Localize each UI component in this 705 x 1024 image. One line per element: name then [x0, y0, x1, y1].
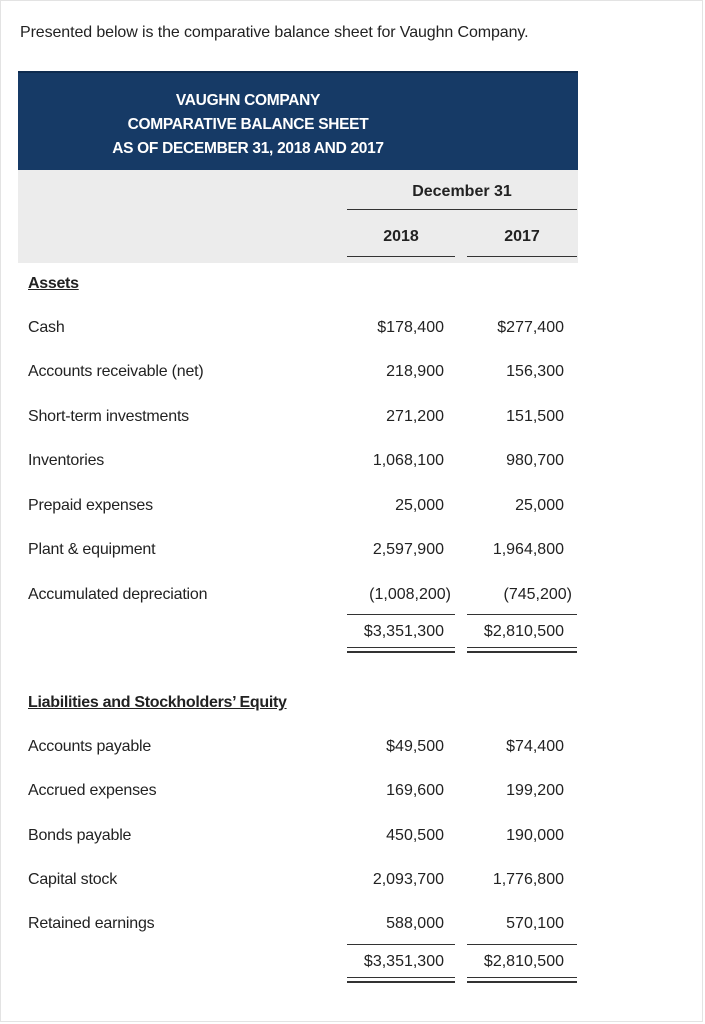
- row-label: Capital stock: [28, 871, 117, 888]
- liabilities-heading: Liabilities and Stockholders’ Equity: [28, 694, 287, 711]
- sheet-date: AS OF DECEMBER 31, 2018 AND 2017: [112, 140, 384, 157]
- year-2017-header: 2017: [467, 228, 577, 257]
- sheet-title: COMPARATIVE BALANCE SHEET: [127, 116, 369, 133]
- value-2017: $74,400: [506, 738, 564, 755]
- value-2018: (1,008,200): [369, 586, 451, 603]
- value-2018: 2,093,700: [372, 871, 444, 888]
- subtotal-rule-2017: [467, 944, 577, 945]
- table-row: [28, 871, 578, 895]
- row-label: Inventories: [28, 452, 105, 469]
- row-label: Accounts receivable (net): [28, 363, 204, 380]
- value-2017: 1,964,800: [492, 541, 564, 558]
- value-2018: $49,500: [386, 738, 444, 755]
- total-2017: $2,810,500: [483, 953, 564, 970]
- value-2018: $178,400: [377, 319, 444, 336]
- value-2017: 1,776,800: [492, 871, 564, 888]
- table-row: [28, 586, 578, 610]
- value-2017: 980,700: [506, 452, 564, 469]
- value-2017: 570,100: [506, 915, 564, 932]
- value-2017: $277,400: [497, 319, 564, 336]
- value-2018: 169,600: [386, 782, 444, 799]
- table-row: [28, 738, 578, 762]
- value-2018: 271,200: [386, 408, 444, 425]
- table-row: [28, 782, 578, 806]
- column-header: [18, 170, 578, 263]
- year-2018-header: 2018: [347, 228, 455, 257]
- period-label: December 31: [347, 183, 577, 210]
- table-row: [28, 408, 578, 432]
- company-name: VAUGHN COMPANY: [175, 92, 321, 109]
- total-double-rule-2018: [347, 647, 455, 653]
- table-row: [28, 363, 578, 387]
- row-label: Retained earnings: [28, 915, 155, 932]
- table-row: [28, 319, 578, 343]
- balance-sheet: [18, 71, 578, 263]
- value-2017: 156,300: [506, 363, 564, 380]
- row-label: Short-term investments: [28, 408, 189, 425]
- value-2017: (745,200): [503, 586, 572, 603]
- value-2018: 218,900: [386, 363, 444, 380]
- table-row: [28, 497, 578, 521]
- sheet-header: [18, 71, 578, 170]
- table-row: [28, 452, 578, 476]
- total-double-rule-2018: [347, 977, 455, 983]
- total-2017: $2,810,500: [483, 623, 564, 640]
- total-2018: $3,351,300: [363, 623, 444, 640]
- row-label: Plant & equipment: [28, 541, 156, 558]
- value-2018: 2,597,900: [372, 541, 444, 558]
- total-double-rule-2017: [467, 647, 577, 653]
- table-row: [28, 915, 578, 939]
- value-2018: 1,068,100: [372, 452, 444, 469]
- row-label: Accounts payable: [28, 738, 152, 755]
- row-label: Cash: [28, 319, 65, 336]
- table-row: [28, 541, 578, 565]
- row-label: Accumulated depreciation: [28, 586, 208, 603]
- value-2017: 190,000: [506, 827, 564, 844]
- value-2018: 450,500: [386, 827, 444, 844]
- subtotal-rule-2017: [467, 614, 577, 615]
- subtotal-rule-2018: [347, 944, 455, 945]
- subtotal-rule-2018: [347, 614, 455, 615]
- value-2018: 25,000: [395, 497, 444, 514]
- value-2018: 588,000: [386, 915, 444, 932]
- value-2017: 199,200: [506, 782, 564, 799]
- total-2018: $3,351,300: [363, 953, 444, 970]
- assets-total-row: [28, 620, 578, 644]
- intro-text: Presented below is the comparative balance sheet for Vaughn Company.: [20, 24, 529, 41]
- row-label: Accrued expenses: [28, 782, 157, 799]
- row-label: Prepaid expenses: [28, 497, 153, 514]
- row-label: Bonds payable: [28, 827, 132, 844]
- value-2017: 25,000: [515, 497, 564, 514]
- value-2017: 151,500: [506, 408, 564, 425]
- table-row: [28, 827, 578, 851]
- assets-heading: Assets: [28, 275, 79, 292]
- total-double-rule-2017: [467, 977, 577, 983]
- liabilities-total-row: [28, 950, 578, 974]
